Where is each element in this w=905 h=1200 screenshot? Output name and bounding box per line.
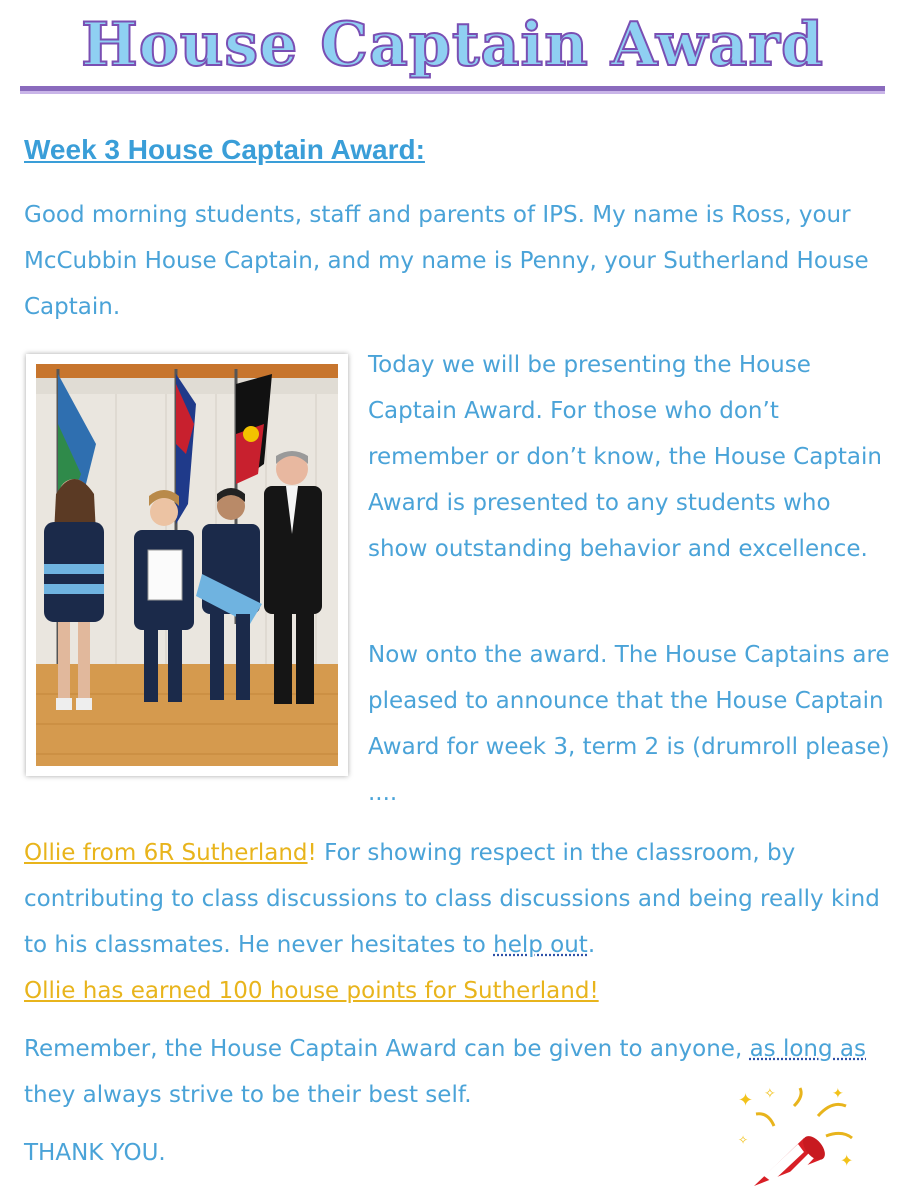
party-popper-icon	[734, 1086, 858, 1190]
page-title: House Captain Award	[81, 10, 824, 80]
announce-paragraph: Now onto the award. The House Captains are pleased to announce that the House Captain Award for week 3, term 2 is (drumroll please) ....	[368, 642, 890, 806]
reminder-text-b: they always strive to be their best self.	[24, 1082, 472, 1108]
svg-text:✧: ✧	[764, 1086, 776, 1102]
svg-text:✦: ✦	[832, 1086, 844, 1102]
presenting-paragraph: Today we will be presenting the House Captain Award. For those who don’t remember or don’t know, the House Captain Award is presented to any students who show outstanding behavior and excellence.	[368, 352, 882, 562]
award-photo-frame	[26, 354, 348, 776]
section-heading: Week 3 House Captain Award:	[24, 134, 425, 165]
award-photo	[36, 364, 338, 766]
help-out-text: help out	[493, 932, 588, 958]
winner-name: Ollie from 6R Sutherland	[24, 840, 308, 866]
winner-points: Ollie has earned 100 house points for Sutherland!	[24, 978, 599, 1004]
winner-reason: For showing respect in the classroom, by contributing to class discussions to class discussions and being really kind to his classmates. He never hesitates to	[24, 840, 880, 958]
as-long-as-text: as long as	[749, 1036, 866, 1062]
svg-text:✧: ✧	[738, 1133, 749, 1147]
winner-reason-end: .	[587, 932, 596, 958]
svg-text:✦: ✦	[840, 1151, 854, 1170]
winner-excl: !	[307, 840, 317, 866]
intro-paragraph: Good morning students, staff and parents of IPS. My name is Ross, your McCubbin House Captain, and my name is Penny, your Sutherland House Captain.	[24, 202, 869, 320]
thank-you-text: THANK YOU.	[24, 1140, 166, 1166]
title-banner	[20, 6, 885, 91]
svg-text:✦: ✦	[738, 1090, 754, 1111]
winner-paragraph	[24, 830, 892, 1014]
award-photo-image	[36, 364, 338, 766]
reminder-text-a: Remember, the House Captain Award can be given to anyone,	[24, 1036, 750, 1062]
